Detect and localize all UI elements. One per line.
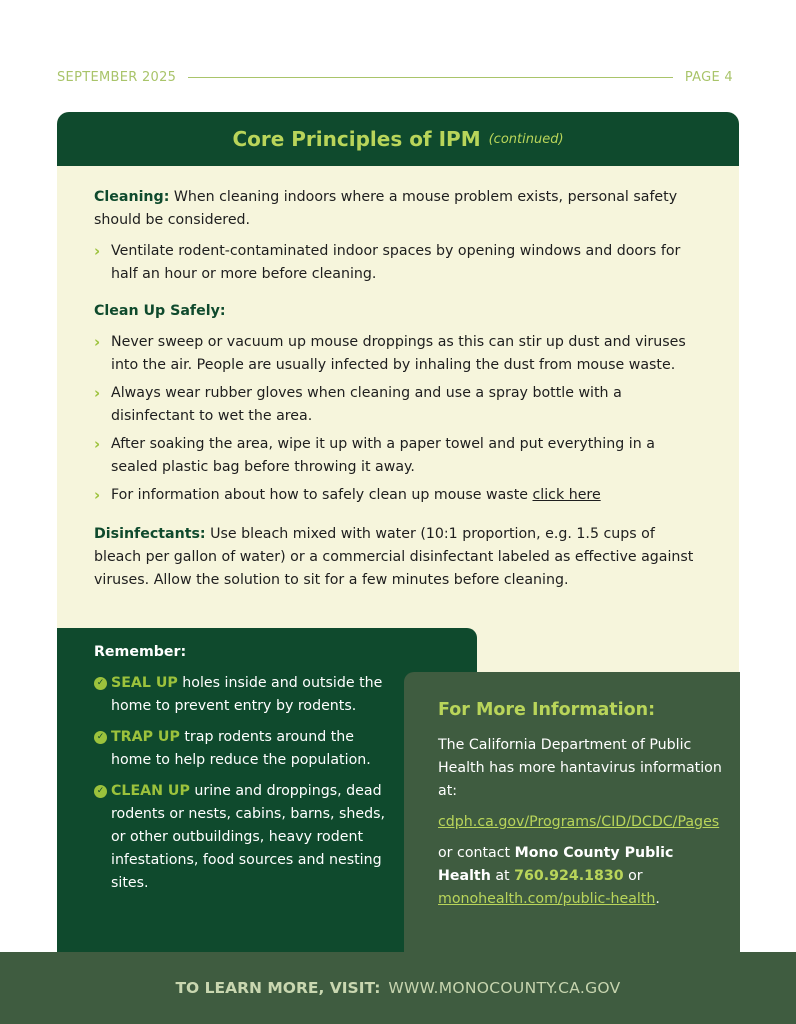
list-item <box>94 672 394 718</box>
cleaning-label: Cleaning: <box>94 189 170 205</box>
check-circle-icon: ✓ <box>94 785 107 798</box>
remember-keyword: CLEAN UP <box>111 783 190 799</box>
clean-up-safely-heading: Clean Up Safely: <box>94 303 226 319</box>
list-item <box>94 726 394 772</box>
chevron-right-icon: › <box>94 486 101 504</box>
cleaning-paragraph <box>94 186 694 232</box>
more-info-heading: For More Information: <box>438 700 656 720</box>
chevron-right-icon: › <box>94 242 101 260</box>
more-info-box <box>404 672 740 952</box>
more-info-body <box>438 734 722 919</box>
bullet-text: For information about how to safely clean up mouse waste <box>111 487 533 503</box>
check-circle-icon: ✓ <box>94 731 107 744</box>
list-item <box>94 780 394 895</box>
remember-keyword: TRAP UP <box>111 729 180 745</box>
remember-text: urine and droppings, dead rodents or nests, cabins, barns, sheds, or other outbuildings, heavy rodent infestations, food sources and nesting sites. <box>111 783 386 891</box>
check-circle-icon: ✓ <box>94 677 107 690</box>
chevron-right-icon: › <box>94 333 101 351</box>
header-divider <box>188 77 673 78</box>
bullet-text: Ventilate rodent-contaminated indoor spaces by opening windows and doors for half an hour or more before cleaning. <box>111 243 681 282</box>
page-header <box>57 67 733 87</box>
issue-date: SEPTEMBER 2025 <box>57 69 177 85</box>
click-here-link[interactable]: click here <box>532 487 601 503</box>
bullet-text: Never sweep or vacuum up mouse droppings as this can stir up dust and viruses into the air. People are usually infected by inhaling the dust from mouse waste. <box>111 334 686 373</box>
chevron-right-icon: › <box>94 435 101 453</box>
disinfectants-label: Disinfectants: <box>94 526 206 542</box>
chevron-right-icon: › <box>94 384 101 402</box>
footer-label: TO LEARN MORE, VISIT: <box>175 979 381 997</box>
remember-list <box>94 672 394 903</box>
list-item <box>94 331 694 377</box>
contact-pre: or contact <box>438 845 515 861</box>
footer-url[interactable]: WWW.MONOCOUNTY.CA.GOV <box>388 979 621 997</box>
contact-paragraph <box>438 842 722 911</box>
list-item <box>94 433 694 479</box>
page-number: PAGE 4 <box>684 69 733 85</box>
clean-up-list <box>94 331 694 507</box>
cdph-link[interactable]: cdph.ca.gov/Programs/CID/DCDC/Pages <box>438 814 720 830</box>
more-info-intro: The California Department of Public Health has more hantavirus information at: <box>438 737 722 799</box>
contact-period: . <box>655 891 660 907</box>
remember-heading: Remember: <box>94 644 187 660</box>
cleaning-text: When cleaning indoors where a mouse problem exists, personal safety should be considered. <box>94 189 678 228</box>
panel-continued: (continued) <box>488 131 564 147</box>
contact-at: at <box>490 868 515 884</box>
panel-title: Core Principles of IPM <box>232 127 481 151</box>
cleaning-list <box>94 240 694 286</box>
org-name: Mono County Public Health <box>438 845 674 884</box>
page-footer <box>0 952 796 1024</box>
monohealth-link[interactable]: monohealth.com/public-health <box>438 891 656 907</box>
remember-text: trap rodents around the home to help reduce the population. <box>111 729 371 768</box>
disinfectants-text: Use bleach mixed with water (10:1 proportion, e.g. 1.5 cups of bleach per gallon of water) or a commercial disinfectant labeled as effective against viruses. Allow the solution to sit for a few minutes before cleaning. <box>94 526 694 588</box>
phone-number[interactable]: 760.924.1830 <box>514 868 624 884</box>
panel-title-bar <box>57 112 739 166</box>
list-item <box>94 240 694 286</box>
remember-text: holes inside and outside the home to prevent entry by rodents. <box>111 675 383 714</box>
bullet-text: After soaking the area, wipe it up with a paper towel and put everything in a sealed plastic bag before throwing it away. <box>111 436 655 475</box>
list-item <box>94 484 694 507</box>
contact-or: or <box>623 868 643 884</box>
list-item <box>94 382 694 428</box>
disinfectants-paragraph <box>94 523 694 592</box>
panel-body <box>94 186 694 600</box>
remember-keyword: SEAL UP <box>111 675 178 691</box>
bullet-text: Always wear rubber gloves when cleaning and use a spray bottle with a disinfectant to wet the area. <box>111 385 622 424</box>
